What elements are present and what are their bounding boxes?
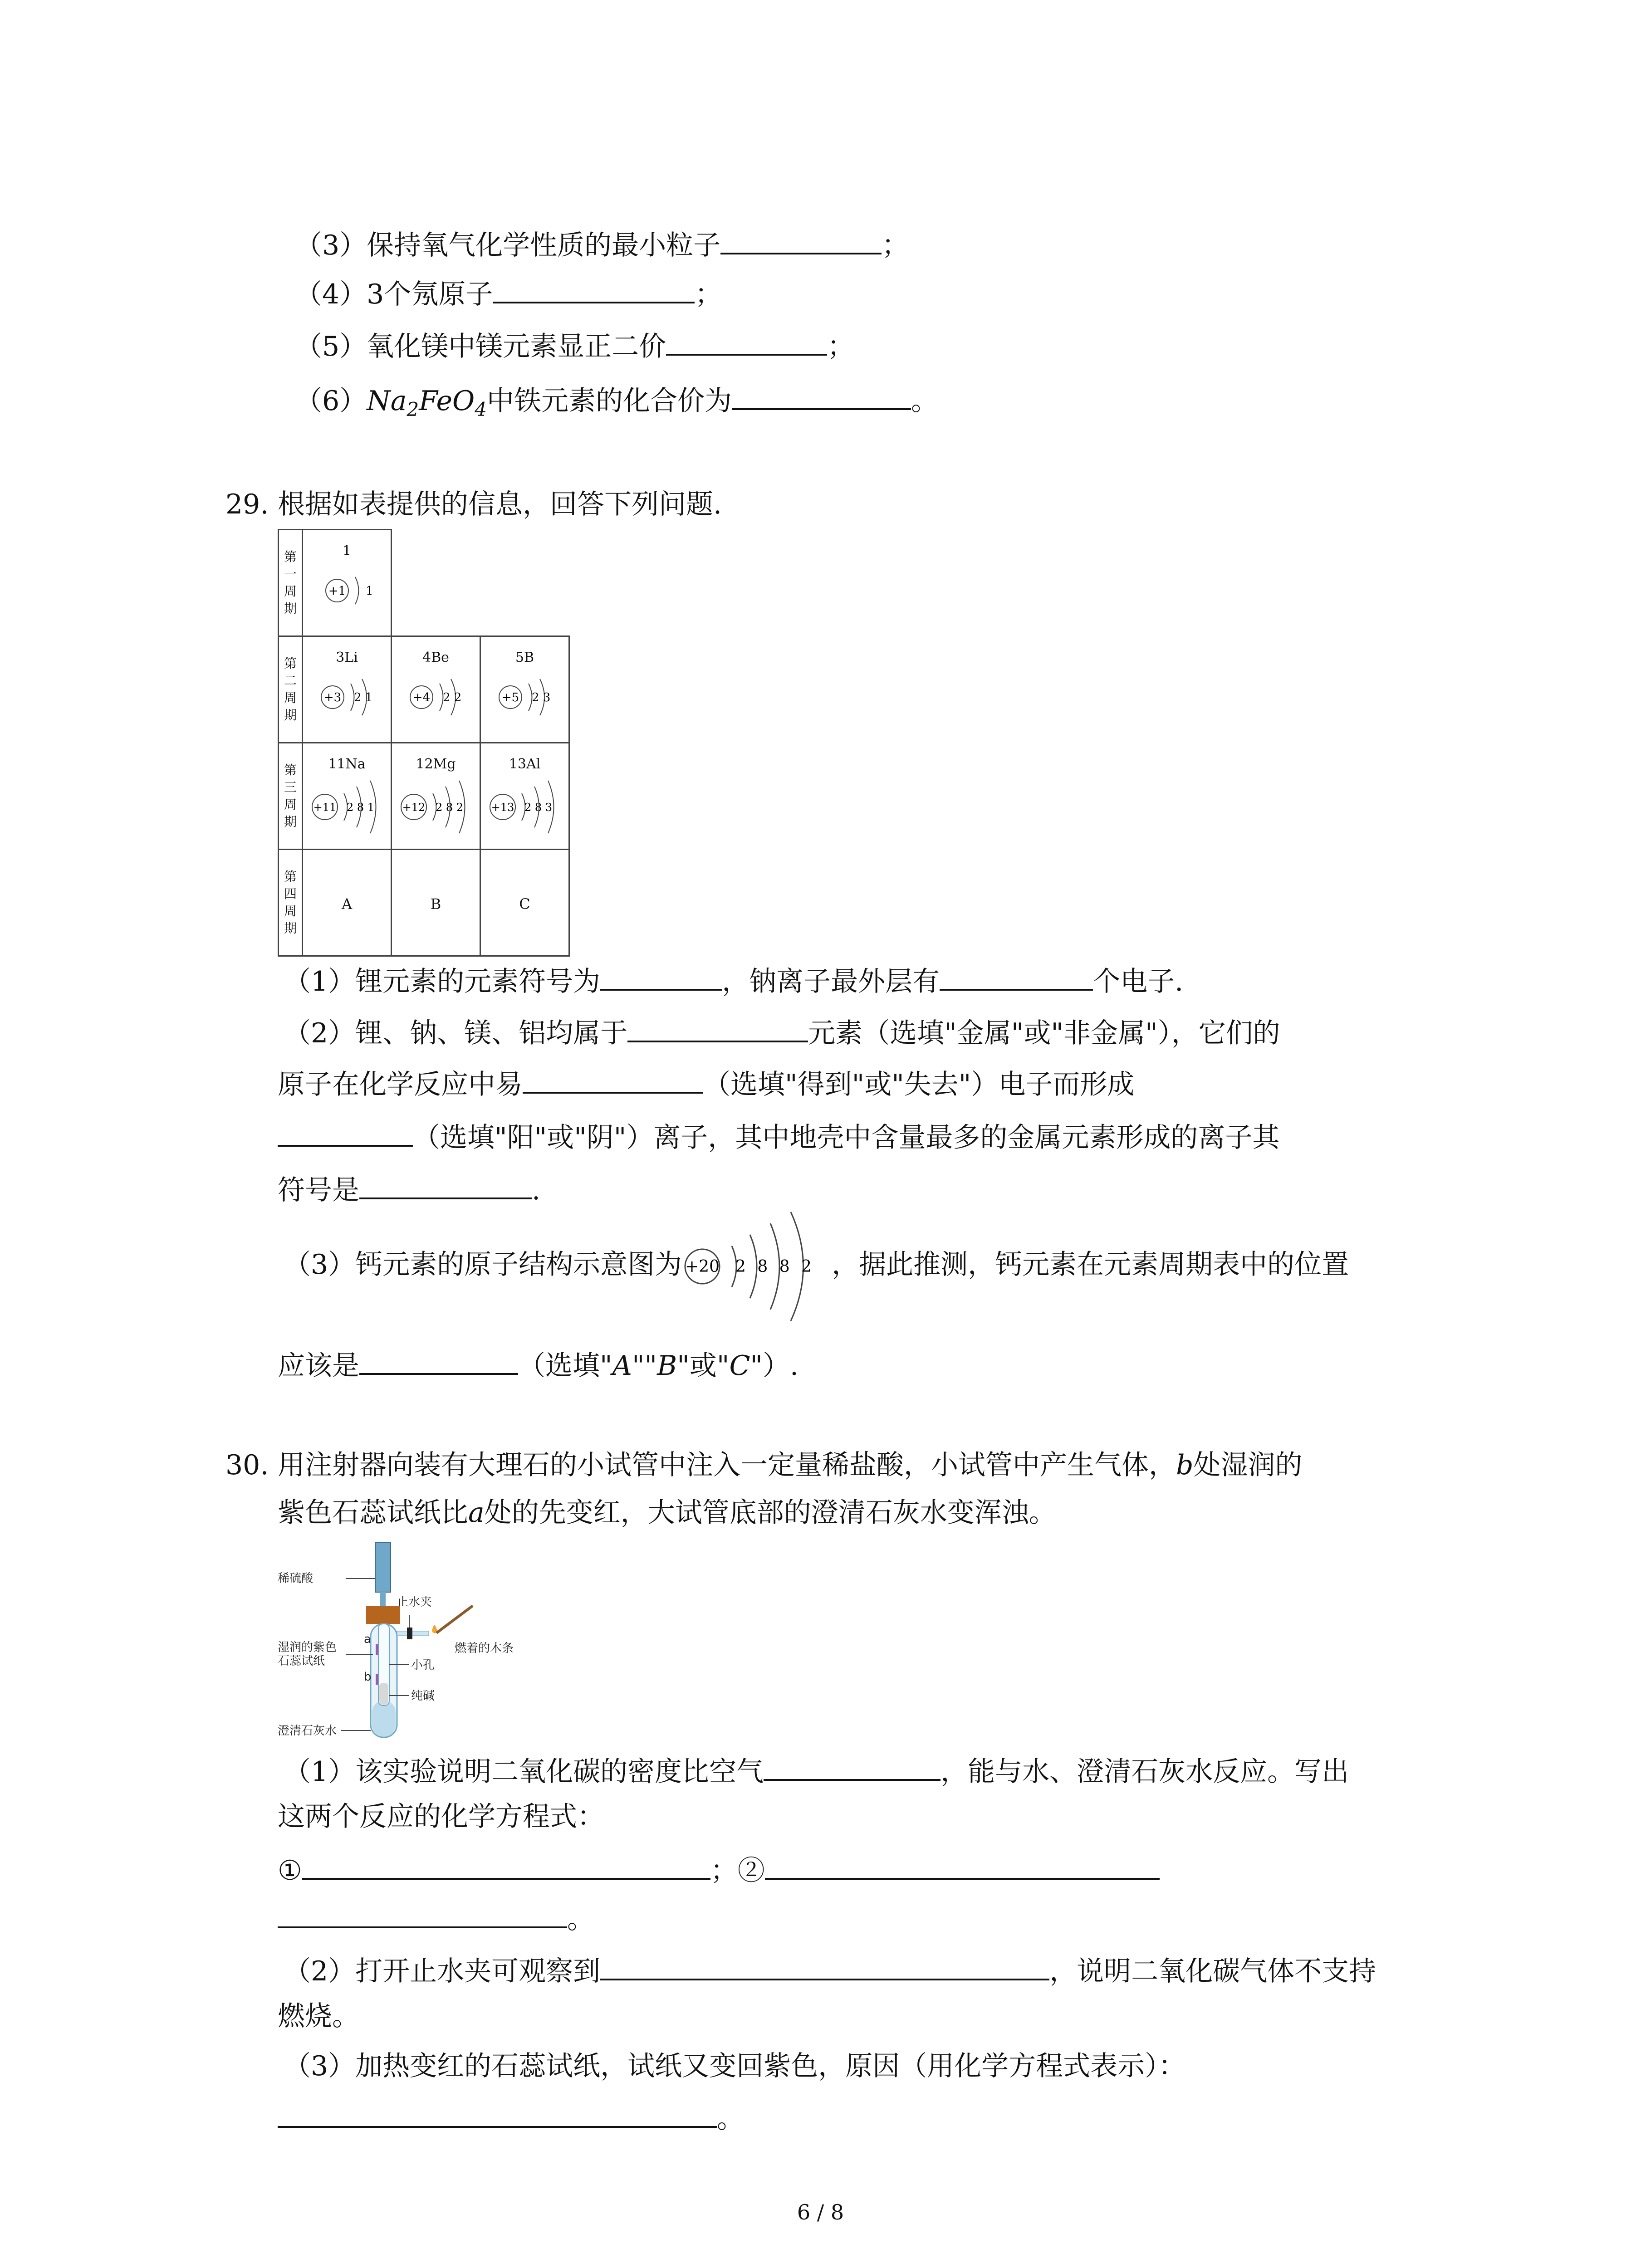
- q30-part-1-line-1: （1）该实验说明二氧化碳的密度比空气 ，能与水、澄清石灰水反应。写出: [284, 1751, 1349, 1790]
- q28-item-4: （4）3个氖原子 ；: [295, 274, 722, 313]
- period-label: 第 四 周 期: [279, 850, 303, 956]
- svg-text:止水夹: 止水夹: [397, 1595, 432, 1609]
- element-cell: 1 +1 1: [303, 530, 392, 636]
- q29-part-3-line-2: 应该是 （选填"A""B"或"C"）.: [278, 1345, 798, 1384]
- q30-part-1-line-3: ① ；②: [278, 1850, 1160, 1889]
- svg-text:2 8 2: 2 8 2: [436, 801, 464, 814]
- wooden-stick: [436, 1606, 473, 1633]
- svg-text:1: 1: [366, 584, 373, 598]
- syringe-tip: [380, 1592, 386, 1606]
- side-tube: [397, 1631, 429, 1636]
- question-stem-line-2: 紫色石蕊试纸比a处的先变红，大试管底部的澄清石灰水变浑浊。: [278, 1497, 1056, 1529]
- atom-diagram-li: [312, 677, 389, 727]
- solid: [379, 1683, 388, 1705]
- svg-text:2 8 3: 2 8 3: [524, 801, 553, 814]
- page-number: 6 / 8: [797, 2200, 844, 2224]
- q30-part-3-line-2: 。: [278, 2098, 744, 2137]
- stopper: [366, 1606, 400, 1624]
- answer-blank[interactable]: [600, 961, 722, 991]
- answer-blank[interactable]: [523, 1064, 703, 1094]
- q30-part-2-line-2: 燃烧。: [278, 2000, 359, 2032]
- period-label: 第 一 周 期: [279, 530, 303, 636]
- q29-part-2-line-3: （选填"阳"或"阴"）离子，其中地壳中含量最多的金属元素形成的离子其: [278, 1117, 1279, 1156]
- q29-part-2-line-1: （2）锂、钠、镁、铝均属于 元素（选填"金属"或"非金属"），它们的: [284, 1012, 1280, 1051]
- q29-part-3-line-1: （3）钙元素的原子结构示意图为 +20 2 8 8 2 ，据此推测，钙元素在元素周期表中的位置: [284, 1246, 1349, 1283]
- q30-part-2-line-1: （2）打开止水夹可观察到 ，说明二氧化碳气体不支持: [284, 1950, 1376, 1989]
- answer-blank[interactable]: [732, 380, 911, 410]
- atom-diagram-na: [307, 780, 386, 839]
- answer-blank[interactable]: [359, 1169, 532, 1199]
- svg-text:澄清石灰水: 澄清石灰水: [278, 1724, 337, 1738]
- svg-text:石蕊试纸: 石蕊试纸: [278, 1654, 325, 1668]
- answer-blank[interactable]: [666, 326, 827, 356]
- period-label: 第 三 周 期: [279, 743, 303, 850]
- svg-text:2 2: 2 2: [443, 691, 462, 704]
- answer-blank[interactable]: [600, 1950, 1049, 1980]
- atom-diagram-h: [312, 570, 385, 620]
- question-stem: 根据如表提供的信息，回答下列问题.: [278, 489, 722, 520]
- answer-blank[interactable]: [493, 274, 695, 303]
- svg-text:+12: +12: [402, 801, 426, 814]
- formula: $Na_2FeO_4$: [367, 385, 487, 420]
- experiment-apparatus: [278, 1542, 586, 1746]
- periodic-table: [278, 529, 570, 957]
- q30-part-3-line-1: （3）加热变红的石蕊试纸，试纸又变回紫色，原因（用化学方程式表示）：: [284, 2050, 1186, 2082]
- svg-text:2 8 8 2: 2 8 8 2: [735, 1257, 812, 1276]
- question-number: 29.: [225, 489, 269, 520]
- litmus-b: [376, 1674, 378, 1685]
- svg-text:2 8 1: 2 8 1: [347, 801, 375, 814]
- answer-blank[interactable]: [359, 1345, 518, 1375]
- svg-text:+3: +3: [323, 691, 342, 704]
- answer-blank[interactable]: [278, 1898, 567, 1928]
- element-cell: 11Na +11 2 8 1: [303, 743, 392, 850]
- water-clamp: [407, 1628, 412, 1639]
- svg-text:+1: +1: [328, 584, 346, 598]
- svg-text:2 1: 2 1: [354, 691, 373, 704]
- atom-diagram-al: [485, 780, 564, 839]
- element-cell-c: C: [480, 850, 569, 956]
- q28-item-3: （3）保持氧气化学性质的最小粒子 ；: [295, 225, 909, 264]
- svg-text:b: b: [364, 1670, 372, 1684]
- answer-blank[interactable]: [627, 1012, 808, 1042]
- q29-part-2-line-4: 符号是 .: [278, 1169, 540, 1208]
- element-cell: 4Be +4 2 2: [392, 636, 480, 743]
- element-cell-a: A: [303, 850, 392, 956]
- svg-text:+20: +20: [685, 1257, 720, 1276]
- svg-text:湿润的紫色: 湿润的紫色: [278, 1641, 337, 1654]
- answer-blank[interactable]: [302, 1850, 710, 1880]
- svg-text:纯碱: 纯碱: [411, 1689, 435, 1703]
- period-label: 第 二 周 期: [279, 636, 303, 743]
- atom-diagram-be: [401, 677, 478, 727]
- answer-blank[interactable]: [765, 1850, 1160, 1880]
- svg-text:+5: +5: [501, 691, 519, 704]
- element-cell: 13Al +13 2 8 3: [480, 743, 569, 850]
- svg-text:稀硫酸: 稀硫酸: [278, 1572, 314, 1585]
- svg-text:小孔: 小孔: [411, 1658, 435, 1672]
- answer-blank[interactable]: [940, 961, 1093, 991]
- q29-part-1: （1）锂元素的元素符号为 ，钠离子最外层有 个电子.: [284, 961, 1183, 1000]
- q30-part-1-line-4: 。: [278, 1898, 594, 1937]
- syringe: [375, 1542, 391, 1592]
- litmus-a: [376, 1644, 378, 1655]
- q28-item-6: $(6)Na_2FeO_4$中铁元素的化合价为 。: [295, 380, 938, 428]
- element-cell-b: B: [392, 850, 480, 956]
- q29-part-2-line-2: 原子在化学反应中易 （选填"得到"或"失去"）电子而形成: [278, 1064, 1134, 1103]
- question-number: 30.: [225, 1449, 269, 1481]
- q30-part-1-line-2: 这两个反应的化学方程式：: [278, 1801, 604, 1833]
- svg-text:a: a: [364, 1633, 371, 1646]
- atom-diagram-mg: [396, 780, 475, 839]
- atom-diagram-ca: [682, 1207, 832, 1325]
- q28-item-5: （5）氧化镁中镁元素显正二价 ；: [295, 326, 854, 365]
- svg-text:燃着的木条: 燃着的木条: [455, 1642, 514, 1655]
- svg-text:+11: +11: [313, 801, 337, 814]
- svg-text:+4: +4: [412, 691, 431, 704]
- answer-blank[interactable]: [764, 1751, 941, 1781]
- atom-diagram-b: [490, 677, 567, 727]
- answer-blank[interactable]: [278, 2098, 717, 2128]
- svg-text:2 3: 2 3: [532, 691, 551, 704]
- element-cell: 5B +5 2 3: [480, 636, 569, 743]
- svg-text:+13: +13: [491, 801, 514, 814]
- limewater: [372, 1701, 396, 1736]
- question-stem-line-1: 用注射器向装有大理石的小试管中注入一定量稀盐酸，小试管中产生气体，b处湿润的: [278, 1449, 1303, 1481]
- element-cell: 12Mg +12 2 8 2: [392, 743, 480, 850]
- element-cell: 3Li +3 2 1: [303, 636, 392, 743]
- answer-blank[interactable]: [278, 1117, 413, 1147]
- answer-blank[interactable]: [720, 225, 882, 254]
